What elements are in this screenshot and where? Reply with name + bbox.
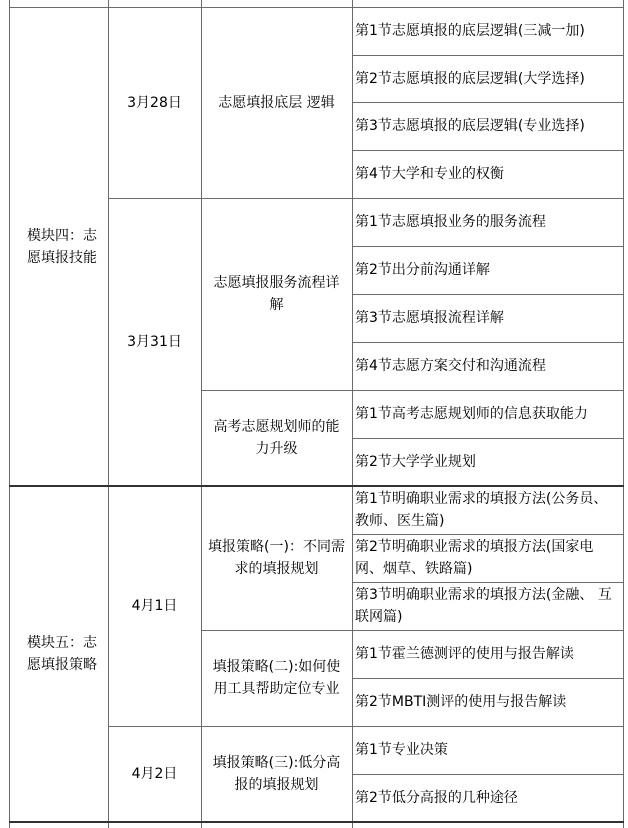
topic-cell-text: 高考志愿规划师的能力升级 [213, 419, 340, 457]
topic-cell-text: 填报策略(一)：不同需求的填报规划 [208, 539, 345, 577]
column-divider [623, 0, 624, 828]
lesson-cell [352, 102, 623, 150]
topic-cell-text: 志愿填报底层 逻辑 [218, 94, 335, 111]
module-divider [9, 821, 624, 823]
lesson-cell-text: 第1节志愿填报的底层逻辑(三减一加) [355, 23, 585, 39]
lesson-cell-text: 第3节志愿填报流程详解 [355, 310, 504, 326]
lesson-cell [352, 294, 623, 342]
lesson-cell [352, 55, 623, 102]
lesson-cell [352, 678, 623, 726]
lesson-cell-text: 第2节明确职业需求的填报方法(国家电网、烟草、铁路篇) [355, 539, 594, 577]
topic-cell-text: 志愿填报服务流程详解 [213, 275, 340, 313]
lesson-cell [352, 774, 623, 822]
date-cell [108, 7, 201, 198]
lesson-cell-text: 第4节大学和专业的权衡 [355, 166, 504, 182]
lesson-cell [352, 7, 623, 55]
lesson-cell-text: 第1节高考志愿规划师的信息获取能力 [355, 406, 588, 422]
lesson-cell [352, 390, 623, 438]
lesson-cell-text: 第1节专业决策 [355, 742, 448, 758]
lesson-cell [352, 438, 623, 486]
lesson-cell-text: 第2节大学学业规划 [355, 454, 476, 470]
lesson-cell [352, 150, 623, 198]
module-cell [9, 7, 108, 486]
module-cell [9, 486, 108, 822]
topic-cell [201, 486, 352, 630]
topic-cell-text: 填报策略(二):如何使用工具帮助定位专业 [212, 659, 341, 697]
lesson-cell-text: 第2节志愿填报的底层逻辑(大学选择) [355, 70, 585, 87]
date-cell-text: 4月1日 [131, 598, 178, 614]
lesson-cell [352, 534, 623, 582]
date-cell [108, 486, 201, 726]
lesson-cell [352, 342, 623, 390]
lesson-cell [352, 726, 623, 774]
lesson-cell [352, 630, 623, 678]
module-cell-text: 模块五：志愿填报策略 [27, 635, 97, 673]
topic-cell [201, 7, 352, 198]
lesson-cell [352, 582, 623, 630]
date-cell-text: 3月28日 [127, 94, 182, 111]
module-cell-text: 模块四：志愿填报技能 [27, 227, 97, 266]
lesson-cell-text: 第3节志愿填报的底层逻辑(专业选择) [355, 118, 585, 134]
topic-cell [201, 630, 352, 726]
lesson-cell-text: 第3节明确职业需求的填报方法(金融、 互联网篇) [355, 587, 612, 625]
date-cell-text: 3月31日 [127, 334, 182, 350]
lesson-cell-text: 第2节MBTI测评的使用与报告解读 [355, 694, 567, 710]
date-cell-text: 4月2日 [131, 766, 178, 782]
lesson-cell-text: 第2节出分前沟通详解 [355, 262, 490, 278]
date-cell [108, 726, 201, 822]
date-cell [108, 198, 201, 486]
lesson-cell-text: 第2节低分高报的几种途径 [355, 790, 518, 806]
topic-cell [201, 198, 352, 390]
lesson-cell-text: 第4节志愿方案交付和沟通流程 [355, 358, 546, 374]
topic-cell [201, 390, 352, 486]
lesson-cell [352, 198, 623, 246]
lesson-cell [352, 486, 623, 534]
lesson-cell-text: 第1节志愿填报业务的服务流程 [355, 214, 546, 230]
topic-cell [201, 726, 352, 822]
topic-cell-text: 填报策略(三):低分高报的填报规划 [212, 755, 341, 793]
lesson-cell-text: 第1节霍兰德测评的使用与报告解读 [355, 646, 574, 662]
lesson-cell [352, 246, 623, 294]
lesson-cell-text: 第1节明确职业需求的填报方法(公务员、教师、医生篇) [355, 491, 608, 529]
